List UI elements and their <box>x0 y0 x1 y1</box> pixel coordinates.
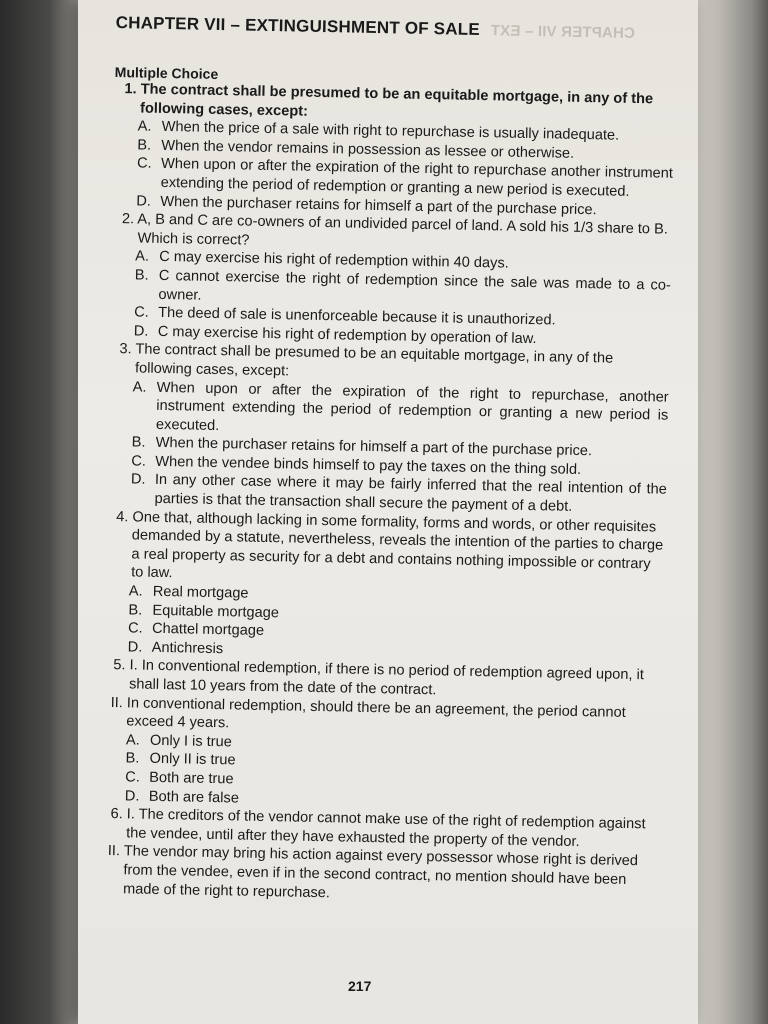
question-text: One that, although lacking in some formality, forms and words, or other requisites demanded by a statute, nevertheless, reveals the intention of the parties to charge a real property as security for a debt and contains nothing impossible or contrary to law. <box>131 509 664 582</box>
option-text: When upon or after the expiration of the right to repurchase another instrument extending the period of redemption or granting a new period is executed. <box>160 156 674 200</box>
option-letter: B. <box>134 267 149 284</box>
question-number: 4. <box>116 508 133 526</box>
option-letter: C. <box>127 620 143 637</box>
question-text: I. The creditors of the vendor cannot make use of the right of redemption against the vendee, until after they have exhausted the property of the vendor. <box>126 806 646 850</box>
option-text: When the purchaser retains for himself a part of the purchase price. <box>160 193 597 218</box>
chapter-header <box>115 8 675 49</box>
question-number: 6. <box>110 806 127 823</box>
question-text: I. In conventional redemption, if there is no period of redemption agreed upon, it shall last 10 years from the date of the contract. <box>128 657 645 699</box>
question-list <box>99 80 675 909</box>
option-letter: C. <box>136 155 152 173</box>
question-number: 2. <box>121 211 138 228</box>
option-letter: A. <box>137 118 152 135</box>
question-number: 3. <box>119 341 136 358</box>
option-letter: B. <box>131 434 146 451</box>
option-letter: D. <box>133 323 149 340</box>
option-letter: A. <box>135 248 150 266</box>
option-text: When the purchaser retains for himself a part of the purchase price. <box>155 435 593 460</box>
option-text: Antichresis <box>151 639 224 657</box>
option-text: Equitable mortgage <box>152 602 280 621</box>
option-text: Only II is true <box>149 751 236 769</box>
question-statement-ii: II. In conventional redemption, should there be an agreement, the period cannot exceed 4 years. <box>110 694 626 732</box>
page-number-value: 217 <box>348 978 372 994</box>
photo-background-left <box>0 0 90 1024</box>
question-4 <box>104 508 667 667</box>
page-content <box>99 8 676 909</box>
option-letter: A. <box>128 583 143 600</box>
option-text: When upon or after the expiration of the right to repurchase, another instrument extending the period of redemption or granting a new period is executed. <box>155 379 669 434</box>
question-text: The contract shall be presumed to be an equitable mortgage, in any of the following cases, except: <box>134 341 614 380</box>
option-text: When the vendee binds himself to pay the taxes on the thing sold. <box>155 453 582 478</box>
option-text: When the price of a sale with right to repurchase is usually inadequate. <box>161 119 620 144</box>
option-letter: A. <box>125 732 140 749</box>
option-letter: D. <box>124 787 140 805</box>
chapter-title: CHAPTER VII – EXTINGUISHMENT OF SALE <box>115 12 481 39</box>
question-3 <box>106 340 669 518</box>
question-number: 5. <box>113 657 130 674</box>
option-letter: B. <box>128 601 143 619</box>
option-text: C may exercise his right of redemption by operation of law. <box>157 323 537 347</box>
question-stem <box>115 508 666 593</box>
question-2 <box>110 210 672 351</box>
option-letter: C. <box>134 304 149 321</box>
option-letter: B. <box>125 750 140 767</box>
option-text: C cannot exercise the right of redemption since the sale was made to a co-owner. <box>158 267 671 304</box>
option-letter: D. <box>130 471 146 489</box>
question-5 <box>101 656 664 815</box>
question-number: 1. <box>124 81 141 98</box>
option-text: Both are true <box>149 769 234 788</box>
option-letter: A. <box>132 378 147 396</box>
section-title: Multiple Choice <box>114 63 219 82</box>
option-text: In any other case where it may be fairly inferred that the real intention of the parties is that the transaction shall secure the payment of a debt. <box>154 472 667 515</box>
question-text: The contract shall be presumed to be an equitable mortgage, in any of the following cases, except: <box>139 81 654 120</box>
option-letter: D. <box>136 192 152 210</box>
option-letter: B. <box>137 137 152 154</box>
bleed-through-header: CHAPTER VII – EXT <box>490 22 636 42</box>
option-text: When the vendor remains in possession as lessee or otherwise. <box>161 137 575 162</box>
option-text: Real mortgage <box>152 583 249 602</box>
question-text: A, B and C are co-owners of an undivided parcel of land. A sold his 1/3 share to B. Which is correct? <box>137 211 668 249</box>
option-text: Only I is true <box>149 732 233 751</box>
option-text: Chattel mortgage <box>151 621 265 640</box>
option-text: The deed of sale is unenforceable because it is unauthorized. <box>157 304 556 329</box>
question-6 <box>99 805 661 909</box>
question-1 <box>112 80 674 221</box>
option-text: C may exercise his right of redemption within 40 days. <box>159 249 509 272</box>
question-statement-ii: II. The vendor may bring his action against every possessor whose right is derived from the vendee, even if in the second contract, no mention should have been made of the right to repurchase. <box>107 843 639 901</box>
option-letter: C. <box>131 453 147 470</box>
option-letter: C. <box>125 769 140 786</box>
option-letter: D. <box>127 639 143 656</box>
book-page <box>78 0 698 1024</box>
option-text: Both are false <box>148 788 240 807</box>
page-number <box>348 978 371 994</box>
